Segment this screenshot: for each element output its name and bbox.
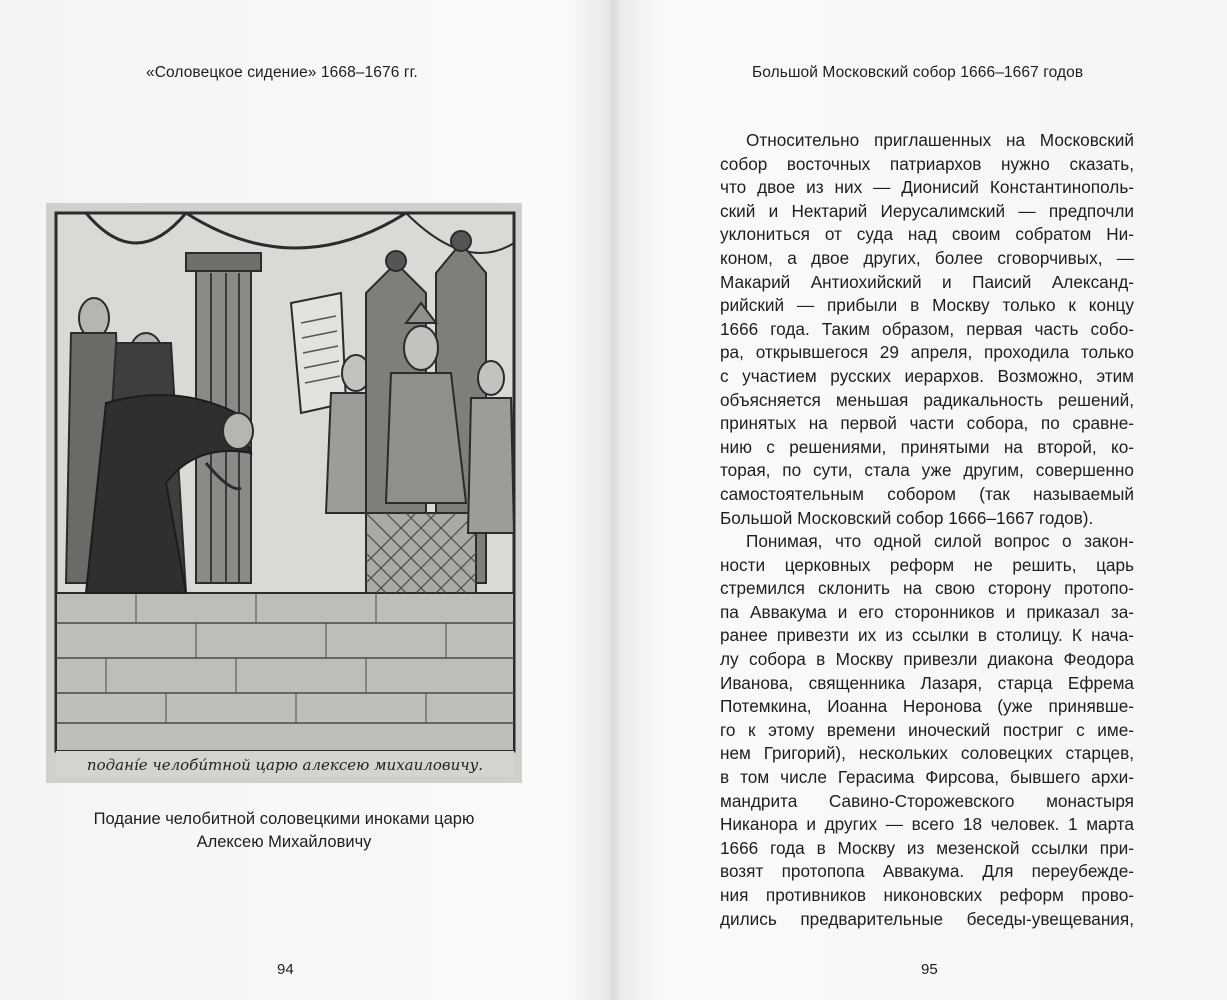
text-line: что двое из них — Дионисий Константинополь- (720, 177, 1134, 198)
text-line: Большой Московский собор 1666–1667 годов). (720, 507, 1094, 528)
text-line: па Аввакума и его сторонников и приказал за- (720, 601, 1134, 622)
text-line: ния противников никоновских реформ прово- (720, 885, 1134, 905)
text-line: нию с решениями, принятыми на второй, ко- (720, 436, 1134, 457)
text-line: ности церковных реформ не решить, царь (720, 554, 1134, 575)
text-line: рийский — прибыли в Москву только к концу (720, 295, 1134, 316)
text-line: уклониться от суда над своим собратом Ни- (720, 224, 1134, 245)
text-line: собор восточных патриархов нужно сказать, (720, 153, 1134, 174)
text-line: ский и Нектарий Иерусалимский — предпочли (720, 200, 1134, 221)
text-line: Потемкина, Иоанна Неронова (уже принявше- (720, 696, 1134, 717)
text-line: лу собора в Москву привезли диакона Феодора (720, 649, 1134, 670)
caption-line-2: Алексею Михайловичу (196, 833, 372, 851)
text-line: стремился склонить на свою сторону протопо- (720, 578, 1134, 599)
text-line: торая, по сути, стала уже другим, совершенно (720, 460, 1134, 481)
right-running-head: Большой Московский собор 1666–1667 годов (752, 64, 1084, 81)
text-line: самостоятельным собором (так называемый (720, 483, 1134, 504)
text-line: Никанора и других — всего 18 человек. 1 марта (720, 814, 1134, 835)
illustration-inscription: подані́е челоби́тной царю алексею михаиловичу. (86, 756, 484, 774)
paragraph-1 (720, 129, 1134, 530)
text-line: го к этому времени иноческий постриг с име- (720, 719, 1134, 740)
text-line: с участием русских иерархов. Возможно, этим (720, 365, 1134, 386)
text-line: в том числе Герасима Фирсова, бывшего архи- (720, 767, 1134, 788)
text-line: возят протопопа Аввакума. Для переубежде- (720, 861, 1134, 882)
text-line: Иванова, священника Лазаря, старца Ефрема (720, 672, 1134, 693)
left-page (0, 0, 612, 1000)
body-text (720, 129, 1134, 931)
paragraph-2 (720, 530, 1134, 931)
text-line: ранее привезти их из ссылки в столицу. К нача- (720, 625, 1134, 646)
text-line: дились предварительные беседы-увещевания, (720, 908, 1134, 929)
text-line: объясняется меньшая радикальность решений, (720, 389, 1134, 410)
caption-line-1: Подание челобитной соловецкими иноками царю (93, 810, 475, 828)
text-line: 1666 года в Москву из мезенской ссылки при- (720, 837, 1134, 858)
text-line: Понимая, что одной силой вопрос о закон- (746, 531, 1134, 552)
left-running-head: «Соловецкое сидение» 1668–1676 гг. (146, 64, 418, 81)
text-line: Относительно приглашенных на Московский (746, 130, 1134, 150)
text-line: мандрита Савино-Сторожевского монастыря (720, 790, 1134, 811)
right-page (614, 0, 1227, 1000)
text-line: нем Григорий), нескольких соловецких старцев, (720, 743, 1134, 764)
miniature-illustration (46, 203, 522, 783)
text-line: Макарий Антиохийский и Паисий Александ- (720, 271, 1134, 292)
text-line: ра, открывшегося 29 апреля, проходила только (720, 342, 1134, 363)
page-number-right: 95 (921, 961, 938, 978)
miniature-drawing (46, 203, 522, 783)
illustration-caption (46, 808, 522, 854)
text-line: коном, а двое других, более сговорчивых, — (720, 247, 1134, 268)
text-line: принятых на первой части собора, по сравне- (720, 413, 1134, 434)
page-number-left: 94 (277, 961, 294, 978)
text-line: 1666 года. Таким образом, первая часть собо- (720, 318, 1134, 339)
